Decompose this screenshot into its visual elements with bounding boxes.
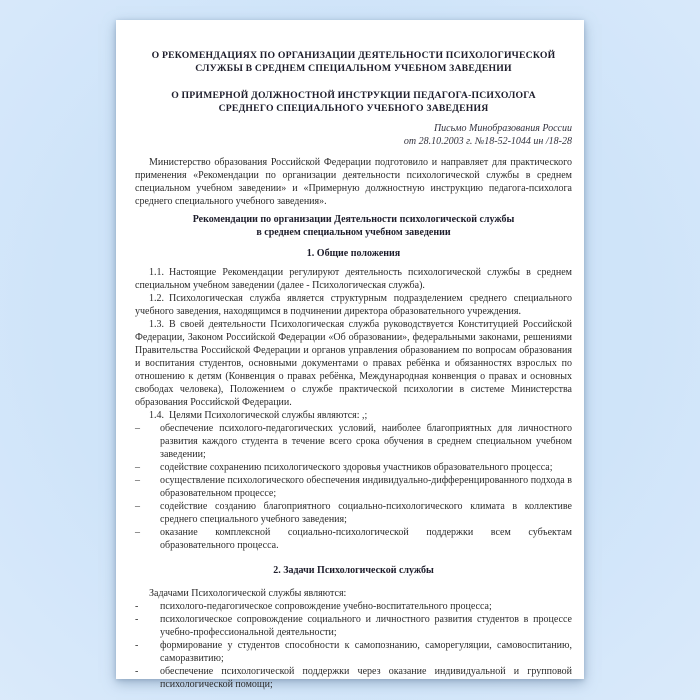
dash-marker: – — [135, 423, 140, 434]
recommendations-heading — [135, 213, 572, 239]
heading-line: Рекомендации по организации Деятельности психологической службы — [192, 214, 515, 225]
goal-item — [135, 474, 572, 500]
goal-text: содействие созданию благоприятного социально-психологического климата в коллективе среднего специального учебного заведения; — [160, 501, 572, 525]
title-line: СЛУЖБЫ В СРЕДНЕМ СПЕЦИАЛЬНОМ УЧЕБНОМ ЗАВЕДЕНИИ — [195, 63, 512, 74]
clause-1-4: 1.4. Целями Психологической службы являются: ,; — [149, 410, 368, 421]
section2-heading: 2. Задачи Психологической службы — [273, 565, 434, 576]
task-item — [135, 665, 572, 691]
dash-marker: - — [135, 601, 139, 612]
document-title-secondary — [135, 89, 572, 115]
dash-marker: – — [135, 501, 140, 512]
task-item — [135, 600, 572, 613]
task-text: обеспечение психологической поддержки через оказание индивидуальной и групповой психологической помощи; — [160, 666, 572, 690]
dash-marker: – — [135, 462, 140, 473]
document-title-primary — [135, 49, 572, 75]
goal-item — [135, 500, 572, 526]
dash-marker: - — [135, 666, 139, 677]
title-line: СРЕДНЕГО СПЕЦИАЛЬНОГО УЧЕБНОГО ЗАВЕДЕНИЯ — [218, 103, 489, 114]
heading-line: в среднем специальном учебном заведении — [256, 227, 451, 238]
dash-marker: – — [135, 527, 140, 538]
task-item — [135, 613, 572, 639]
goal-text: содействие сохранению психологического здоровья участников образовательного процесса; — [160, 462, 553, 473]
letter-source: Письмо Минобразования России — [433, 123, 572, 134]
tasks-list — [135, 600, 572, 691]
clause-1-1: 1.1. Настоящие Рекомендации регулируют деятельность психологической службы в среднем специальном учебном заведении (далее - Психологическая служба). — [135, 267, 572, 291]
task-text: психолого-педагогическое сопровождение учебно-воспитательного процесса; — [160, 601, 492, 612]
goal-item — [135, 461, 572, 474]
dash-marker: - — [135, 614, 139, 625]
title-line: О ПРИМЕРНОЙ ДОЛЖНОСТНОЙ ИНСТРУКЦИИ ПЕДАГОГА-ПСИХОЛОГА — [171, 90, 536, 101]
goal-text: обеспечение психолого-педагогических условий, наиболее благоприятных для личностного развития каждого студента в течение всего срока обучения в среднем специальном учебном заведении; — [160, 423, 572, 460]
letter-reference — [135, 122, 572, 148]
title-line: О РЕКОМЕНДАЦИЯХ ПО ОРГАНИЗАЦИИ ДЕЯТЕЛЬНОСТИ ПСИХОЛОГИЧЕСКОЙ — [151, 50, 556, 61]
document-page — [116, 20, 584, 690]
tasks-intro: Задачами Психологической службы являются: — [149, 588, 347, 599]
clause-1-3: 1.3. В своей деятельности Психологическая служба руководствуется Конституцией Российской Федерации, Законом Российской Федерации «Об образовании», федеральными законами, решениями Правительства Российской Федерации и органов управления образованием по вопросам образования и воспитания студентов, основными документами о правах ребёнка и обязанностях взрослых по отношению к детям (Конвенция о правах ребёнка, Международная конвенция о правах и основных свободах человека), Положением о службе практической психологии в системе Министерства образования Российской Федерации. — [135, 319, 572, 408]
task-item — [135, 639, 572, 665]
task-text: психологическое сопровождение социального и личностного развития студентов в процессе учебно-профессиональной деятельности; — [160, 614, 572, 638]
goal-text: оказание комплексной социально-психологической поддержки всем субъектам образовательного процесса. — [160, 527, 572, 551]
goals-list — [135, 422, 572, 552]
section1-heading: 1. Общие положения — [306, 248, 401, 259]
goal-text: осуществление психологического обеспечения индивидуально-дифференцированного подхода в образовательном процессе; — [160, 475, 572, 499]
clause-1-2: 1.2. Психологическая служба является структурным подразделением среднего специального учебного заведения, находящимся в подчинении директора образовательного учреждения. — [135, 293, 572, 317]
intro-paragraph: Министерство образования Российской Федерации подготовило и направляет для практического применения «Рекомендации по организации деятельности психологической службы в среднем специальном учебном заведении» и «Примерную должностную инструкцию педагога-психолога среднего специального учебного заведения». — [135, 157, 572, 207]
dash-marker: – — [135, 475, 140, 486]
goal-item — [135, 422, 572, 461]
task-text: формирование у студентов способности к самопознанию, саморегуляции, самовоспитанию, саморазвитию; — [160, 640, 572, 664]
dash-marker: - — [135, 640, 139, 651]
goal-item — [135, 526, 572, 552]
letter-number: от 28.10.2003 г. №18-52-1044 ин /18-28 — [403, 136, 572, 147]
